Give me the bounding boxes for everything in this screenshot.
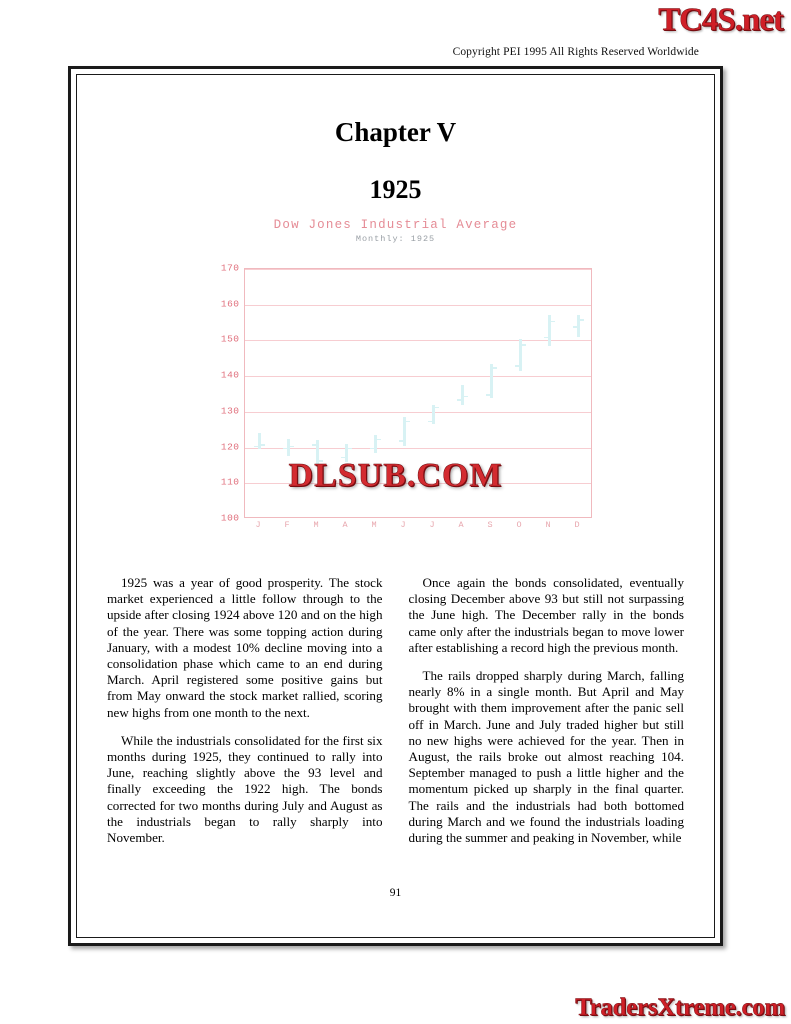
- chart-plot-area: [244, 268, 592, 518]
- chart-y-tick-label: 140: [220, 369, 240, 381]
- chart-y-tick-label: 100: [220, 512, 240, 524]
- chart-y-tick-label: 170: [220, 262, 240, 274]
- chart-open-tick: [428, 421, 432, 423]
- chart-close-tick: [551, 321, 555, 323]
- chart-gridline: [245, 305, 591, 306]
- chart-open-tick: [254, 446, 258, 448]
- chart-x-tick-label: N: [545, 520, 551, 530]
- chart-x-tick-label: M: [313, 520, 319, 530]
- chart-open-tick: [283, 448, 287, 450]
- chart-x-tick-label: M: [371, 520, 377, 530]
- chart-x-tick-label: A: [458, 520, 464, 530]
- chart-gridline: [245, 376, 591, 377]
- chapter-title: Chapter V: [334, 117, 457, 147]
- chart-x-tick-label: O: [516, 520, 522, 530]
- chart-open-tick: [515, 365, 519, 367]
- chart-close-tick: [290, 446, 294, 448]
- chart-open-tick: [399, 440, 403, 442]
- chart-open-tick: [370, 448, 374, 450]
- chart-open-tick: [573, 326, 577, 328]
- chart-x-tick-label: S: [487, 520, 493, 530]
- chart-close-tick: [493, 367, 497, 369]
- chart-open-tick: [341, 457, 345, 459]
- chart-ohlc-bar: [287, 439, 290, 457]
- chart-x-tick-label: J: [429, 520, 435, 530]
- chart-open-tick: [544, 337, 548, 339]
- chart-close-tick: [464, 396, 468, 398]
- chart-x-tick-label: J: [400, 520, 406, 530]
- chart-close-tick: [435, 407, 439, 409]
- chart-gridline: [245, 448, 591, 449]
- chart-close-tick: [319, 460, 323, 462]
- top-watermark: TC4S.net: [658, 2, 783, 38]
- body-paragraph: While the industrials consolidated for the first six months during 1925, they continued to rally into June, reaching slightly above the 93 level and finally exceeding the 1922 high. The bonds corrected for two months during July and August as the industrials began to rally sharply into November.: [107, 732, 383, 846]
- chart-gridline: [245, 412, 591, 413]
- page-inner-border: [76, 74, 715, 938]
- chart-subtitle: Monthly: 1925: [355, 234, 436, 244]
- chart-y-tick-label: 150: [220, 333, 240, 345]
- chart-x-axis: [244, 520, 592, 530]
- page-frame: [68, 66, 723, 946]
- chart-title: Dow Jones Industrial Average: [273, 218, 518, 232]
- chart-close-tick: [580, 319, 584, 321]
- chart-y-tick-label: 120: [220, 441, 240, 453]
- chart-x-tick-label: D: [574, 520, 580, 530]
- center-watermark: DLSUB.COM: [288, 457, 503, 494]
- chart-y-tick-label: 130: [220, 405, 240, 417]
- chart-ohlc-bar: [490, 364, 493, 398]
- right-column: [409, 575, 685, 858]
- chart-open-tick: [486, 394, 490, 396]
- page-number: 91: [389, 887, 402, 899]
- chart-gridline: [245, 269, 591, 270]
- chart-gridline: [245, 340, 591, 341]
- chart-x-tick-label: A: [342, 520, 348, 530]
- chart-close-tick: [348, 448, 352, 450]
- chart-close-tick: [522, 344, 526, 346]
- chart-block: [77, 218, 714, 532]
- body-columns: [107, 575, 684, 858]
- chart-ohlc-bar: [316, 440, 319, 465]
- body-paragraph: The rails dropped sharply during March, falling nearly 8% in a single month. But April and May brought with them improvement after the panic sell off in March. June and July traded higher but still no new highs were achieved for the year. Then in August, the rails broke out almost reaching 104. September managed to push a little higher and the momentum picked up sharply in the final quarter. The rails and the industrials had both bottomed during March and we found the industrials loading during the summer and peaking in November, while: [408, 668, 684, 846]
- body-paragraph: Once again the bonds consolidated, eventually closing December above 93 but still not surpassing the June high. The December rally in the bonds came only after the industrials began to move lower after establishing a record high the previous month.: [408, 575, 684, 655]
- chart-y-tick-label: 160: [220, 298, 240, 310]
- chart-x-tick-label: F: [284, 520, 290, 530]
- chart-close-tick: [406, 421, 410, 423]
- chart-ohlc-bar: [258, 433, 261, 449]
- copyright-notice: Copyright PEI 1995 All Rights Reserved Worldwide: [452, 46, 699, 58]
- chart-close-tick: [261, 444, 265, 446]
- chart-open-tick: [457, 399, 461, 401]
- body-paragraph: 1925 was a year of good prosperity. The stock market experienced a little follow through to the upside after closing 1924 above 120 and on the high of the year. There was some topping action during January, with a modest 10% decline moving into a consolidation phase which came to an end during March. April registered some positive gains but from May onward the stock market rallied, scoring new highs from one month to the next.: [107, 575, 383, 720]
- chart-open-tick: [312, 444, 316, 446]
- chart-area: [186, 262, 606, 532]
- chart-x-tick-label: J: [255, 520, 261, 530]
- year-title: 1925: [369, 175, 422, 204]
- chart-y-tick-label: 110: [220, 476, 240, 488]
- left-column: [107, 575, 383, 858]
- bottom-watermark: TradersXtreme.com: [575, 994, 785, 1021]
- chart-gridline: [245, 483, 591, 484]
- chart-close-tick: [377, 439, 381, 441]
